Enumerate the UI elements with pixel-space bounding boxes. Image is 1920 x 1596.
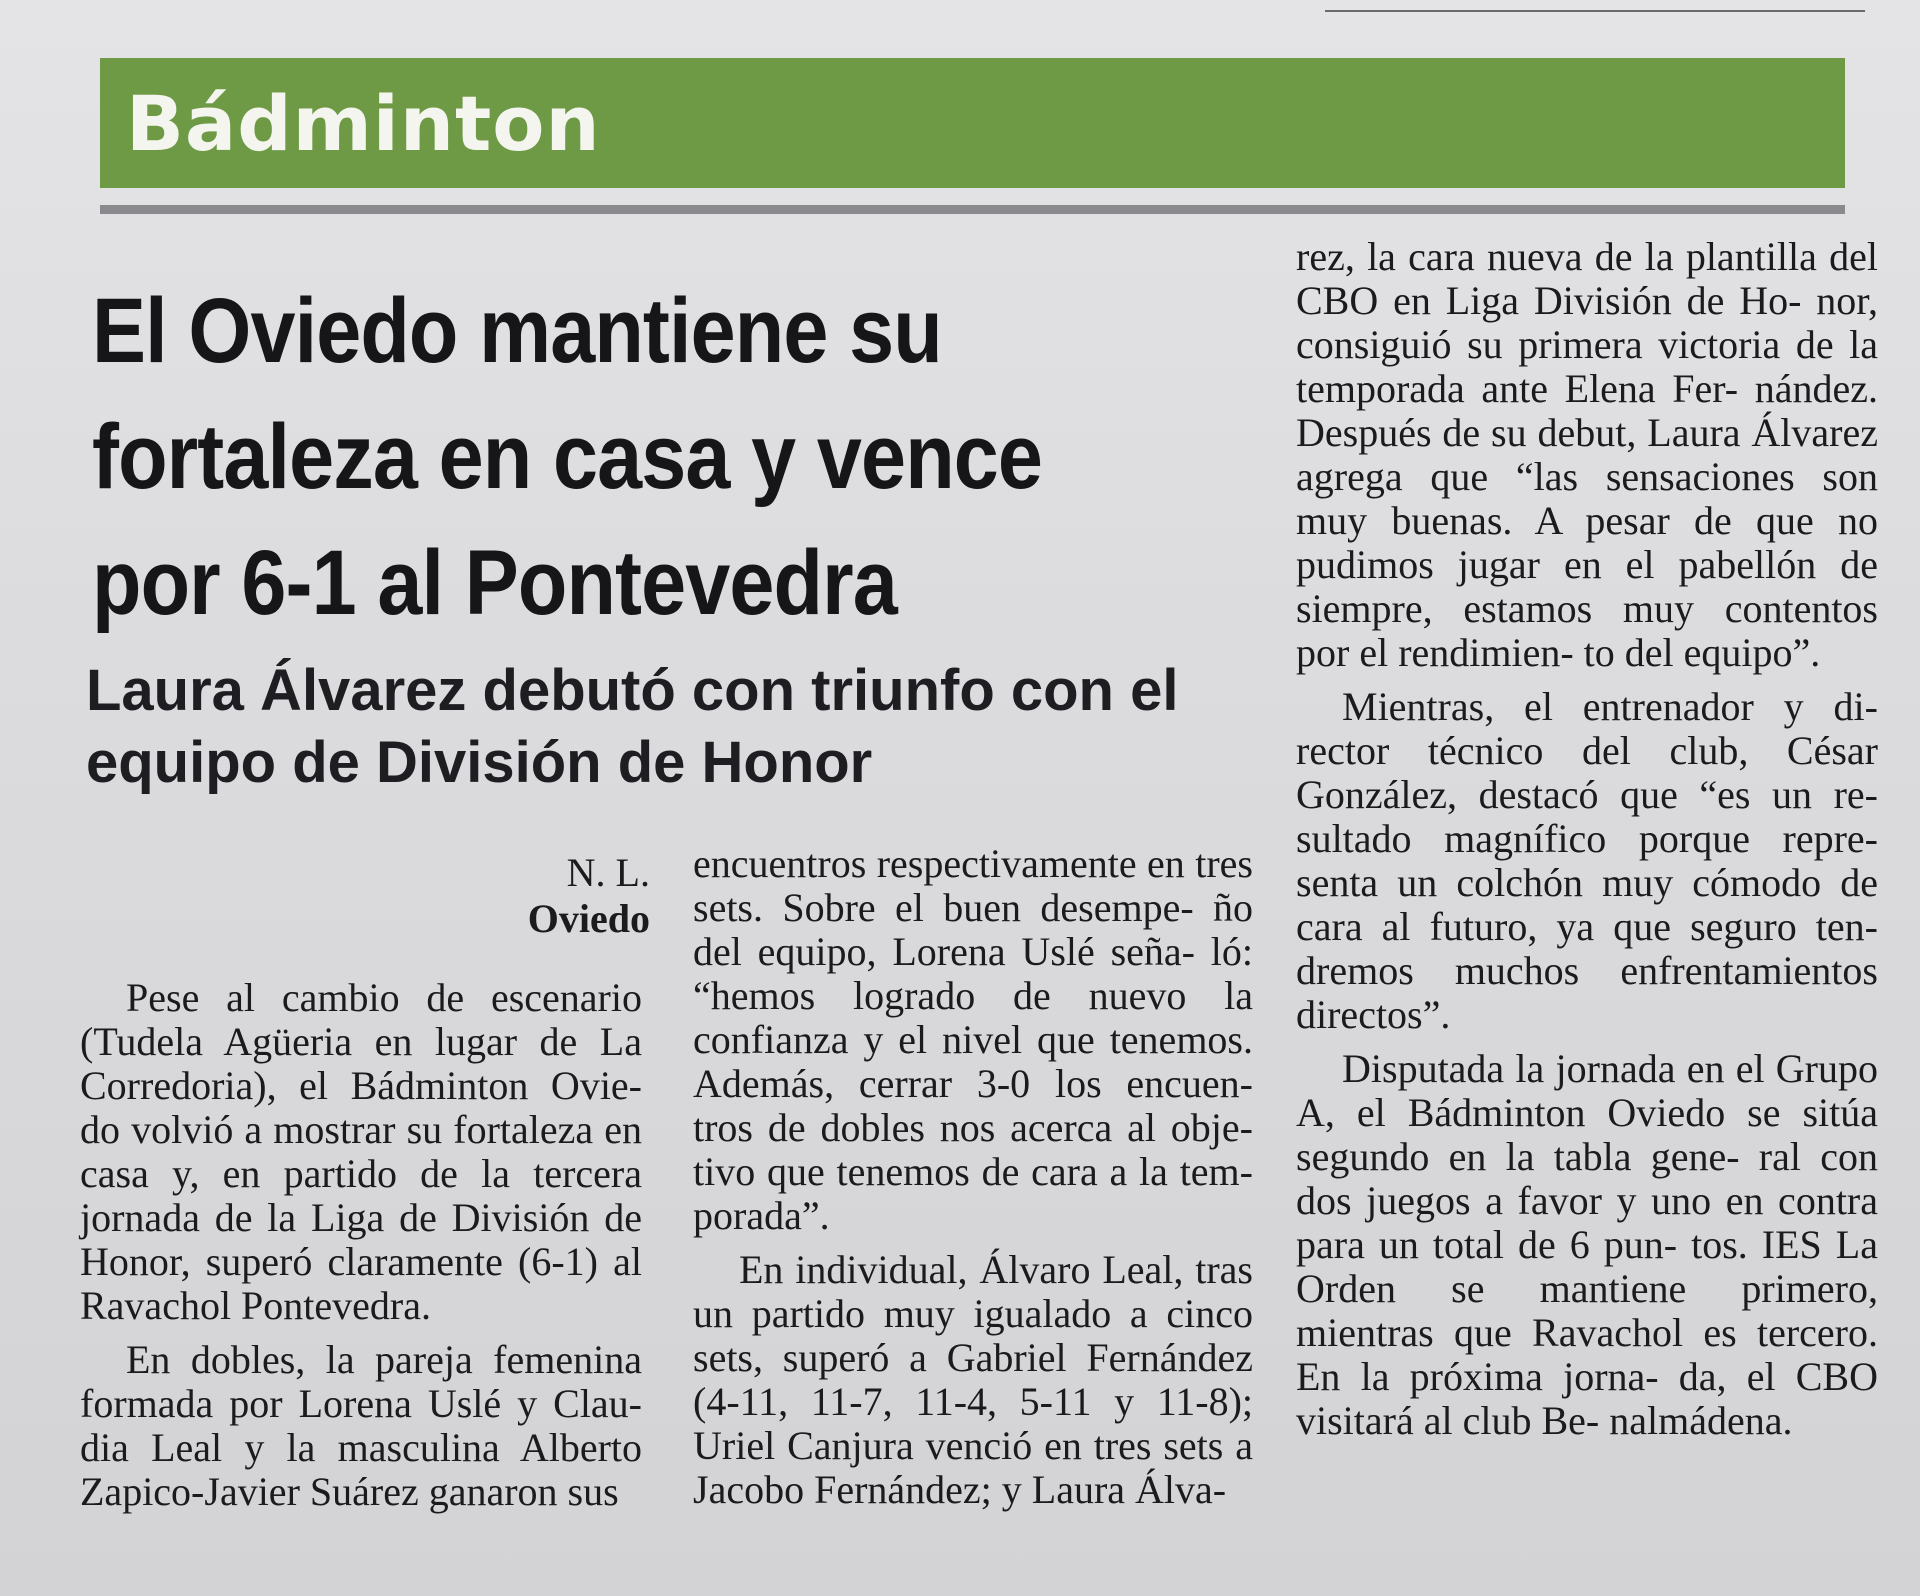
- paragraph: En individual, Álvaro Leal, tras un partido muy igualado a cinco sets, superó a Gabriel Fernández (4-11, 11-7, 11-4, 5-11 y 11-8); Uriel Canjura venció en tres sets a Jacobo Fernández; y Laura Álva-: [693, 1247, 1253, 1512]
- article-column-2: [693, 842, 1253, 1512]
- paragraph: Pese al cambio de escenario (Tudela Agüeria en lugar de La Corredoria), el Bádminton Ovie- do volvió a mostrar su fortaleza en casa y, en partido de la tercera jornada de la Liga de División de Honor, superó claramente (6-1) al Ravachol Pontevedra.: [80, 975, 642, 1328]
- paragraph: rez, la cara nueva de la plantilla del CBO en Liga División de Ho- nor, consiguió su primera victoria de la temporada ante Elena Fer- nández. Después de su debut, Laura Álvarez agrega que “las sensaciones son muy buenas. A pesar de que no pudimos jugar en el pabellón de siempre, estamos muy contentos por el rendimien- to del equipo”.: [1296, 234, 1878, 675]
- byline-author: N. L.: [566, 850, 650, 895]
- section-banner: [100, 58, 1845, 188]
- section-label: Bádminton: [126, 78, 601, 168]
- paragraph: Mientras, el entrenador y di- rector técnico del club, César González, destacó que “es un re- sultado magnífico porque repre- senta un colchón muy cómodo de cara al futuro, ya que seguro ten- dremos muchos enfrentamientos directos”.: [1296, 684, 1878, 1037]
- article-column-1: [80, 976, 642, 1514]
- headline: El Oviedo mantiene su fortaleza en casa y vence por 6-1 al Pontevedra: [92, 280, 1043, 634]
- byline: [520, 850, 650, 942]
- paragraph: encuentros respectivamente en tres sets. Sobre el buen desempe- ño del equipo, Lorena Uslé seña- ló: “hemos logrado de nuevo la confianza y el nivel que tenemos. Además, cerrar 3-0 los encuen- tros de dobles nos acerca al obje- tivo que tenemos de cara a la tem- porada”.: [693, 841, 1253, 1238]
- paragraph: Disputada la jornada en el Grupo A, el Bádminton Oviedo se sitúa segundo en la tabla gene- ral con dos juegos a favor y uno en contra para un total de 6 pun- tos. IES La Orden se mantiene primero, mientras que Ravachol es tercero. En la próxima jorna- da, el CBO visitará al club Be- nalmádena.: [1296, 1046, 1878, 1443]
- subheadline: Laura Álvarez debutó con triunfo con el equipo de División de Honor: [86, 658, 1179, 795]
- byline-city: Oviedo: [527, 896, 650, 941]
- article-column-3: [1296, 235, 1878, 1443]
- paragraph: En dobles, la pareja femenina formada por Lorena Uslé y Clau- dia Leal y la masculina Alberto Zapico-Javier Suárez ganaron sus: [80, 1337, 642, 1514]
- section-divider: [100, 205, 1845, 214]
- top-rule: [1325, 10, 1865, 12]
